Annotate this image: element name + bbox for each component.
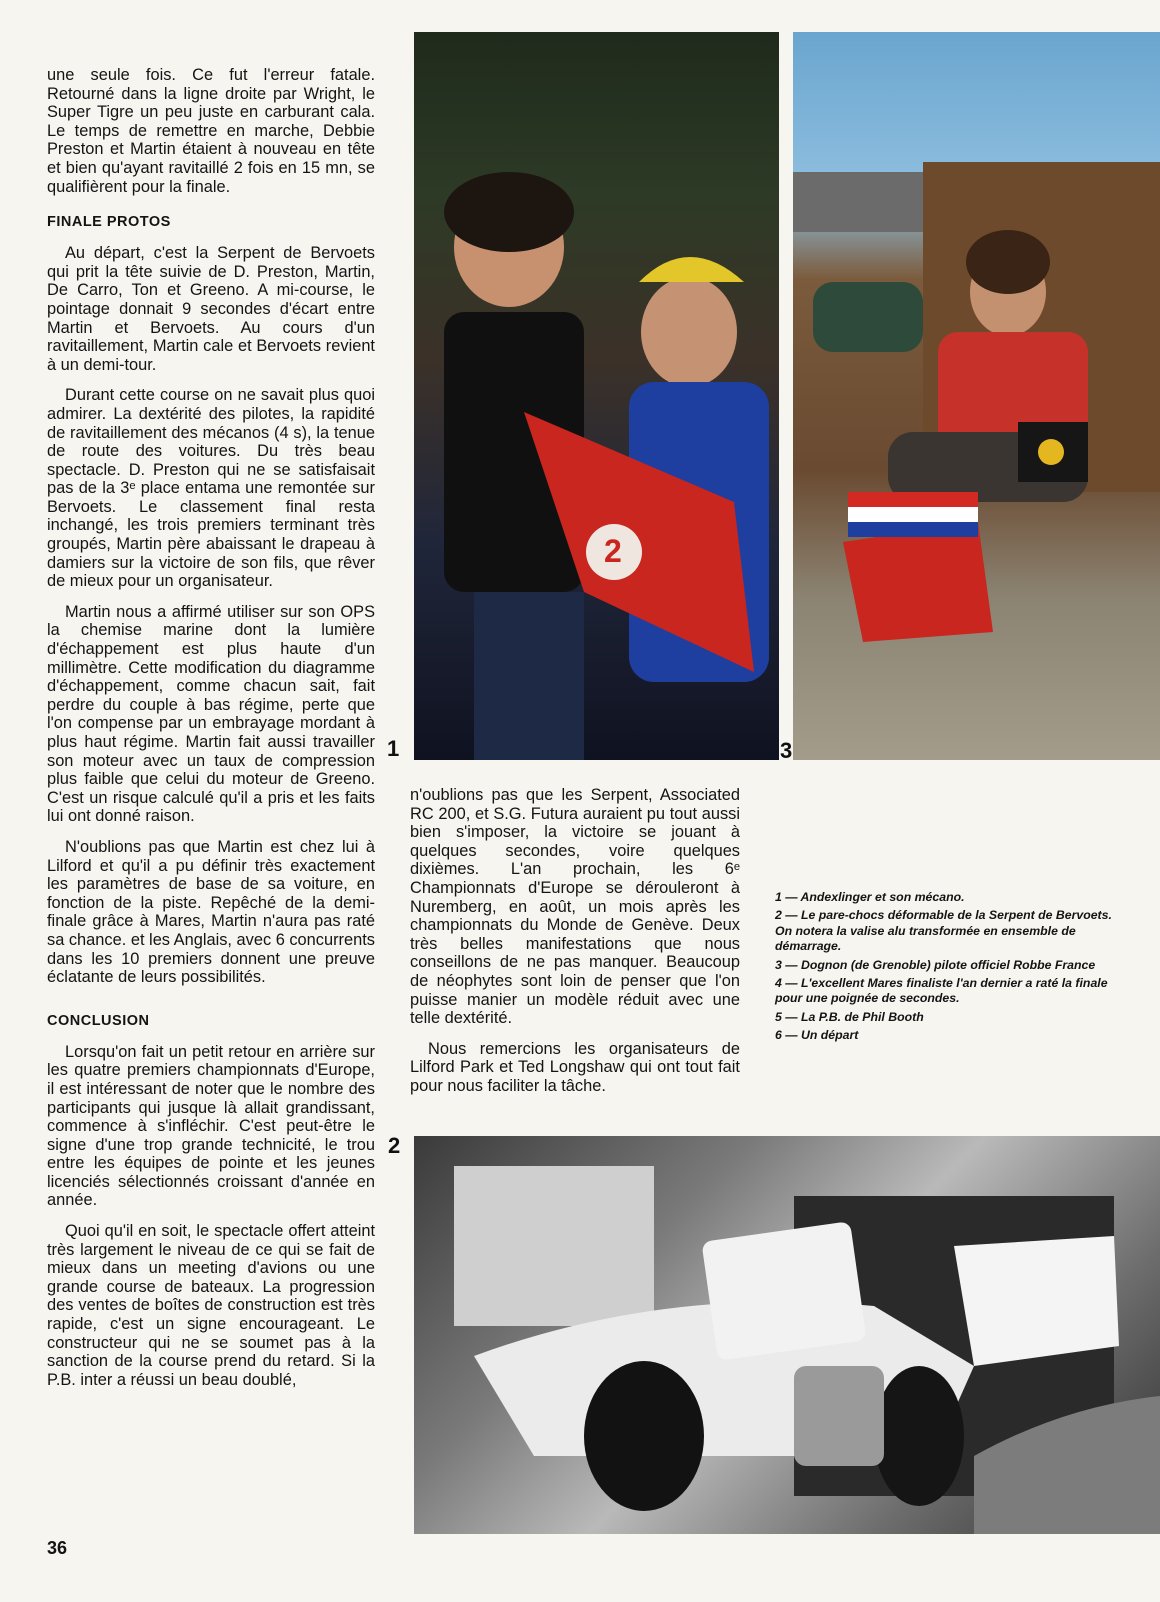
caption: 6 — Un départ bbox=[775, 1028, 859, 1043]
paragraph: Nous remercions les organisateurs de Lilford Park et Ted Longshaw qui ont tout fait pour nous faciliter la tâche. bbox=[410, 1039, 740, 1095]
paragraph: Durant cette course on ne savait plus quoi admirer. La dextérité des pilotes, la rapidité de ravitaillement des mécanos (4 s), la tenue de route des voitures. Du très beau spectacle. D. Preston qui ne se satisfaisait pas de la 3ᵉ place entama une remontée sur Bervoets. Le classement final resta inchangé, les trois premiers terminant très groupés, Martin père abaissant le drapeau à damiers sur la victoire de son fils, que rêver de mieux pour un organisateur. bbox=[47, 386, 375, 591]
paragraph: n'oublions pas que les Serpent, Associated RC 200, et S.G. Futura auraient pu tout aussi bien s'imposer, la victoire se jouant à quelques secondes, voire quelques dixièmes. L'an prochain, les 6ᵉ Championnats d'Europe se dérouleront à Nuremberg, en août, un mois après les championnats du Monde de Genève. Deux très belles manifestations que nous conseillons de ne pas manquer. Beaucoup de néophytes sont loin de penser que l'on puisse manier un modèle réduit avec une telle dextérité. bbox=[410, 786, 740, 1028]
section-heading: FINALE PROTOS bbox=[47, 214, 171, 231]
paragraph: Au départ, c'est la Serpent de Bervoets qui prit la tête suivie de D. Preston, Martin, De Carro, Ton et Greeno. A mi-course, le pointage donnait 9 secondes d'écart entre Martin et Bervoets. Au cours d'un ravitaillement, Martin cale et Bervoets revient à un demi-tour. bbox=[47, 244, 375, 374]
photo-serpent-car bbox=[414, 1136, 1160, 1534]
photo-number: 2 bbox=[388, 1133, 401, 1158]
photo-driver-and-mechanic bbox=[414, 32, 779, 760]
page-number: 36 bbox=[47, 1538, 68, 1558]
caption: 1 — Andexlinger et son mécano. bbox=[775, 890, 965, 904]
photo-number: 1 bbox=[387, 736, 400, 761]
middle-text-column bbox=[410, 786, 740, 1108]
caption: 5 — La P.B. de Phil Booth bbox=[775, 1009, 924, 1024]
caption: 2 — Le pare-chocs déformable de la Serpent de Bervoets. On notera la valise alu transformée en ensemble de démarrage. bbox=[775, 908, 1112, 954]
left-text-column bbox=[47, 66, 375, 1401]
photo-captions bbox=[775, 890, 1115, 1047]
paragraph: Lorsqu'on fait un petit retour en arrière sur les quatre premiers championnats d'Europe, il est intéressant de noter que le nombre des participants qui jusque là allait grandissant, commence à s'infléchir. C'est peut-être le signe d'une trop grande technicité, le trou entre les équipes de pointe et les jeunes licenciés sélectionnés croissant d'année en année. bbox=[47, 1042, 375, 1210]
caption: 4 — L'excellent Mares finaliste l'an dernier a raté la finale pour une poignée de secondes. bbox=[775, 976, 1108, 1006]
section-heading: CONCLUSION bbox=[47, 1012, 150, 1029]
paragraph: Quoi qu'il en soit, le spectacle offert atteint très largement le niveau de ce qui se fait de mieux dans un meeting d'avions ou une grande course de bateaux. La progression des ventes de boîtes de construction est très rapide, c'est un signe encourageant. Le constructeur qui ne se soumet pas à la sanction de la course prend du retard. Si la P.B. inter a réussi un beau doublé, bbox=[47, 1222, 375, 1389]
svg-text:2: 2 bbox=[604, 533, 622, 569]
photo-pilot-kneeling bbox=[793, 32, 1160, 760]
paragraph: une seule fois. Ce fut l'erreur fatale. Retourné dans la ligne droite par Wright, le Super Tigre un peu juste en carburant cala. Le temps de remettre en marche, Debbie Preston et Martin étaient à nouveau en tête et bien qu'ayant ravitaillé 2 fois en 15 mn, se qualifièrent pour la finale. bbox=[47, 66, 375, 196]
photo-number: 3 bbox=[780, 738, 793, 763]
paragraph: N'oublions pas que Martin est chez lui à Lilford et qu'il a pu définir très exactement les paramètres de base de sa voiture, en fonction de la piste. Repêché de la demi-finale grâce à Mares, Martin n'aura pas raté sa chance. et les Anglais, avec 6 concurrents dans les 10 premiers donnent une preuve éclatante de leurs possibilités. bbox=[47, 837, 375, 987]
caption: 3 — Dognon (de Grenoble) pilote officiel Robbe France bbox=[775, 957, 1096, 972]
paragraph: Martin nous a affirmé utiliser sur son OPS la chemise marine dont la lumière d'échappement est plus haute d'un millimètre. Cette modification du diagramme d'échappement, comme chacun sait, fait perdre du couple à bas régime, perte que l'on compense par un embrayage mordant à plus haut régime. Martin fait aussi travailler son moteur avec un taux de compression plus faible que celui du moteur de Greeno. C'est un risque calculé qu'il a pris et les faits lui ont donné raison. bbox=[47, 602, 375, 826]
